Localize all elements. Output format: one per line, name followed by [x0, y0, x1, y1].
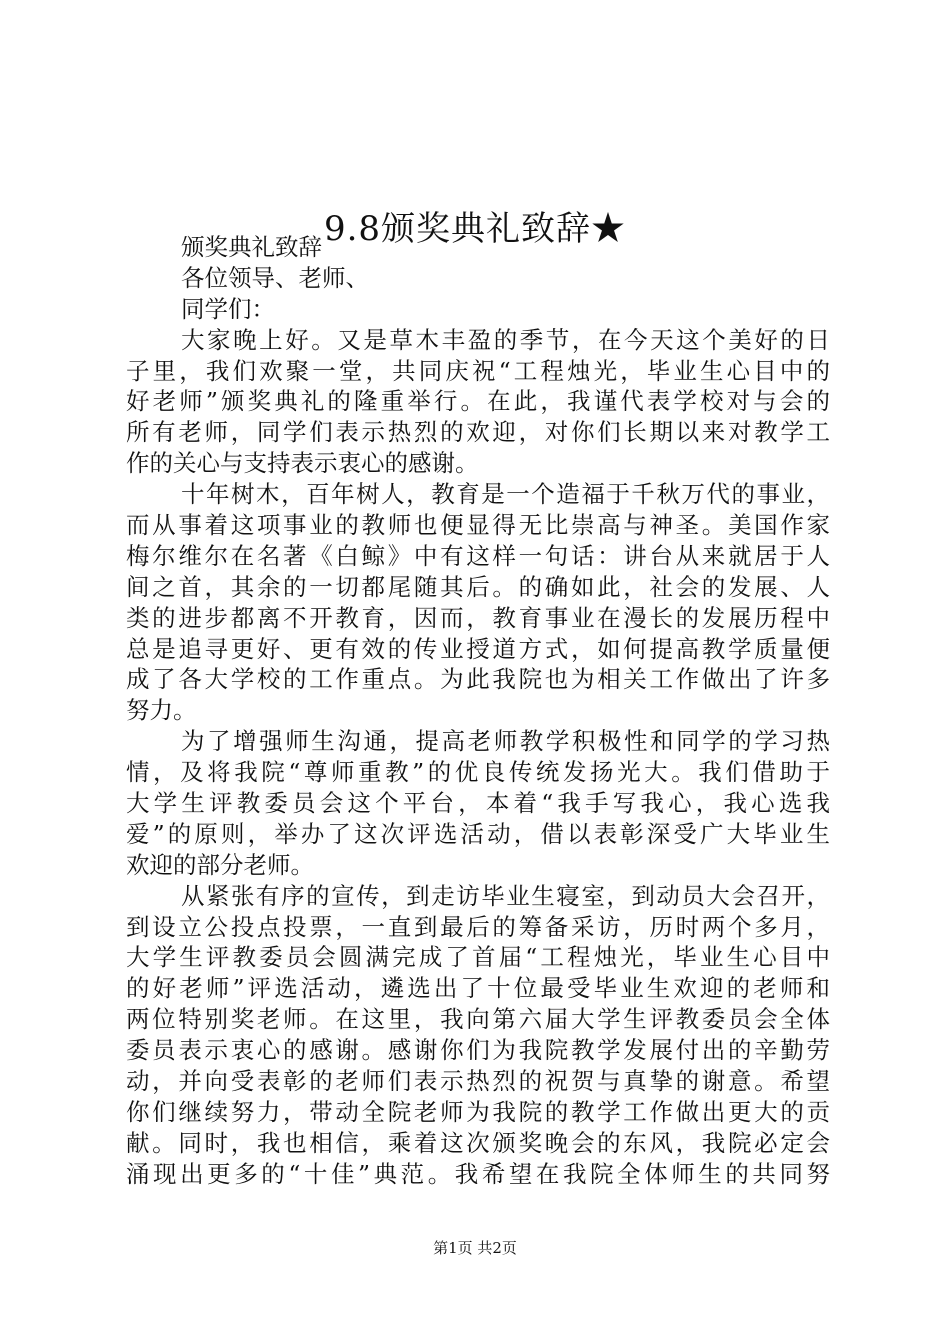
- body-line: 从紧张有序的宣传，到走访毕业生寝室，到动员大会召开，: [181, 881, 830, 910]
- body-line: 努力。: [126, 696, 197, 725]
- body-line: 为了增强师生沟通，提高老师教学积极性和同学的学习热: [181, 727, 830, 756]
- body-line: 大学生评教委员会圆满完成了首届“工程烛光，毕业生心目中: [126, 943, 830, 972]
- body-line: 作的关心与支持表示衷心的感谢。: [126, 449, 479, 478]
- body-line: 子里，我们欢聚一堂，共同庆祝“工程烛光，毕业生心目中的: [126, 356, 830, 385]
- body-line: 涌现出更多的“十佳”典范。我希望在我院全体师生的共同努: [126, 1159, 830, 1188]
- body-line: 而从事着这项事业的教师也便显得无比崇高与神圣。美国作家: [126, 511, 830, 540]
- body-line: 成了各大学校的工作重点。为此我院也为相关工作做出了许多: [126, 665, 830, 694]
- body-line: 各位领导、老师、: [181, 263, 369, 292]
- body-line: 欢迎的部分老师。: [126, 850, 314, 879]
- body-line: 情，及将我院“尊师重教”的优良传统发扬光大。我们借助于: [126, 758, 830, 787]
- body-line: 所有老师，同学们表示热烈的欢迎，对你们长期以来对教学工: [126, 418, 830, 447]
- page-footer: 第1页 共2页: [433, 1239, 517, 1257]
- body-line: 间之首，其余的一切都尾随其后。的确如此，社会的发展、人: [126, 572, 830, 601]
- body-line: 动，并向受表彰的老师们表示热烈的祝贺与真挚的谢意。希望: [126, 1067, 830, 1096]
- body-line: 梅尔维尔在名著《白鲸》中有这样一句话：讲台从来就居于人: [126, 541, 830, 570]
- body-line: 大学生评教委员会这个平台，本着“我手写我心，我心选我: [126, 789, 830, 818]
- body-line: 十年树木，百年树人，教育是一个造福于千秋万代的事业，: [181, 480, 830, 509]
- document-title: 9.8颁奖典礼致辞★: [323, 208, 627, 249]
- body-line: 你们继续努力，带动全院老师为我院的教学工作做出更大的贡: [126, 1097, 830, 1126]
- body-line: 献。同时，我也相信，乘着这次颁奖晚会的东风，我院必定会: [126, 1128, 830, 1157]
- body-line: 大家晚上好。又是草木丰盈的季节，在今天这个美好的日: [181, 325, 830, 354]
- body-line: 爱”的原则，举办了这次评选活动，借以表彰深受广大毕业生: [126, 819, 830, 848]
- body-line: 的好老师”评选活动，遴选出了十位最受毕业生欢迎的老师和: [126, 974, 830, 1003]
- body-line: 颁奖典礼致辞: [181, 233, 322, 261]
- body-line: 同学们：: [181, 294, 275, 323]
- body-line: 好老师”颁奖典礼的隆重举行。在此，我谨代表学校对与会的: [126, 387, 830, 416]
- body-line: 到设立公投点投票，一直到最后的筹备采访，历时两个多月，: [126, 912, 830, 941]
- body-line: 两位特别奖老师。在这里，我向第六届大学生评教委员会全体: [126, 1005, 830, 1034]
- body-line: 总是追寻更好、更有效的传业授道方式，如何提高教学质量便: [126, 634, 830, 663]
- document-body: [126, 232, 830, 1190]
- body-line: 类的进步都离不开教育，因而，教育事业在漫长的发展历程中: [126, 603, 830, 632]
- body-line: 委员表示衷心的感谢。感谢你们为我院教学发展付出的辛勤劳: [126, 1036, 830, 1065]
